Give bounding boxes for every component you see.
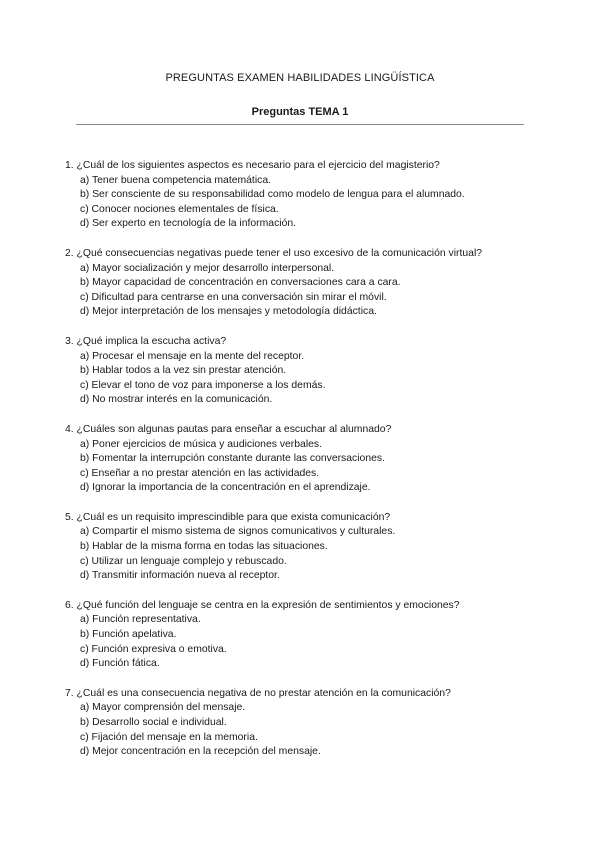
answer-options xyxy=(65,701,535,759)
answer-option-a: a) Mayor socialización y mejor desarrollo interpersonal. xyxy=(80,262,335,274)
answer-option-b: b) Mayor capacidad de concentración en conversaciones cara a cara. xyxy=(80,277,401,289)
answer-option-c: c) Dificultad para centrarse en una conversación sin mirar el móvil. xyxy=(80,291,387,303)
answer-option-b: b) Desarrollo social e individual. xyxy=(80,717,227,728)
answer-option-a: a) Función representativa. xyxy=(80,614,201,626)
answer-option-a: a) Poner ejercicios de música y audiciones verbales. xyxy=(80,438,322,450)
answer-options xyxy=(65,438,535,496)
question-4 xyxy=(65,423,535,496)
question-text: 4. ¿Cuáles son algunas pautas para enseñar a escuchar al alumnado? xyxy=(65,423,392,435)
answer-option-a: a) Compartir el mismo sistema de signos comunicativos y culturales. xyxy=(80,526,396,538)
question-list xyxy=(65,159,535,775)
answer-option-c: c) Enseñar a no prestar atención en las actividades. xyxy=(80,467,320,479)
answer-option-b: b) Función apelativa. xyxy=(80,629,177,641)
question-text: 2. ¿Qué consecuencias negativas puede tener el uso excesivo de la comunicación virtual? xyxy=(65,247,483,259)
answer-option-c: c) Función expresiva o emotiva. xyxy=(80,643,227,655)
answer-option-a: a) Procesar el mensaje en la mente del receptor. xyxy=(80,350,305,362)
answer-options xyxy=(65,613,535,671)
answer-option-d: d) No mostrar interés en la comunicación. xyxy=(80,394,273,406)
header-divider xyxy=(76,124,524,125)
answer-option-b: b) Hablar de la misma forma en todas las situaciones. xyxy=(80,541,328,553)
answer-option-d: d) Mejor concentración en la recepción del mensaje. xyxy=(80,746,321,758)
answer-option-d: d) Ser experto en tecnología de la información. xyxy=(80,218,297,230)
question-text: 6. ¿Qué función del lenguaje se centra en la expresión de sentimientos y emociones? xyxy=(65,599,460,611)
answer-option-d: d) Transmitir información nueva al receptor. xyxy=(80,570,280,582)
document-title: PREGUNTAS EXAMEN HABILIDADES LINGÜÍSTICA xyxy=(165,72,435,84)
answer-option-a: a) Tener buena competencia matemática. xyxy=(80,174,271,186)
question-5 xyxy=(65,511,535,584)
question-3 xyxy=(65,335,535,408)
answer-option-d: d) Función fática. xyxy=(80,658,160,670)
answer-option-d: d) Ignorar la importancia de la concentración en el aprendizaje. xyxy=(80,482,371,494)
question-text: 7. ¿Cuál es una consecuencia negativa de no prestar atención en la comunicación? xyxy=(65,687,451,699)
document-subtitle: Preguntas TEMA 1 xyxy=(251,106,349,118)
question-text: 1. ¿Cuál de los siguientes aspectos es necesario para el ejercicio del magisterio? xyxy=(65,160,440,171)
answer-options xyxy=(65,350,535,408)
answer-options xyxy=(65,262,535,320)
answer-options xyxy=(65,525,535,583)
answer-option-b: b) Ser consciente de su responsabilidad como modelo de lengua para el alumnado. xyxy=(80,189,465,201)
answer-option-d: d) Mejor interpretación de los mensajes y metodología didáctica. xyxy=(80,306,377,318)
question-text: 5. ¿Cuál es un requisito imprescindible para que exista comunicación? xyxy=(65,511,391,523)
question-text: 3. ¿Qué implica la escucha activa? xyxy=(65,335,227,347)
answer-option-c: c) Elevar el tono de voz para imponerse a los demás. xyxy=(80,379,326,391)
answer-option-c: c) Conocer nociones elementales de física. xyxy=(80,203,279,215)
question-7 xyxy=(65,687,535,760)
answer-option-b: b) Hablar todos a la vez sin prestar atención. xyxy=(80,365,287,377)
question-1 xyxy=(65,159,535,232)
answer-option-a: a) Mayor comprensión del mensaje. xyxy=(80,702,246,714)
question-6 xyxy=(65,599,535,672)
answer-option-c: c) Fijación del mensaje en la memoria. xyxy=(80,731,258,743)
answer-option-c: c) Utilizar un lenguaje complejo y rebuscado. xyxy=(80,555,287,567)
question-2 xyxy=(65,247,535,320)
answer-option-b: b) Fomentar la interrupción constante durante las conversaciones. xyxy=(80,453,385,465)
answer-options xyxy=(65,174,535,232)
